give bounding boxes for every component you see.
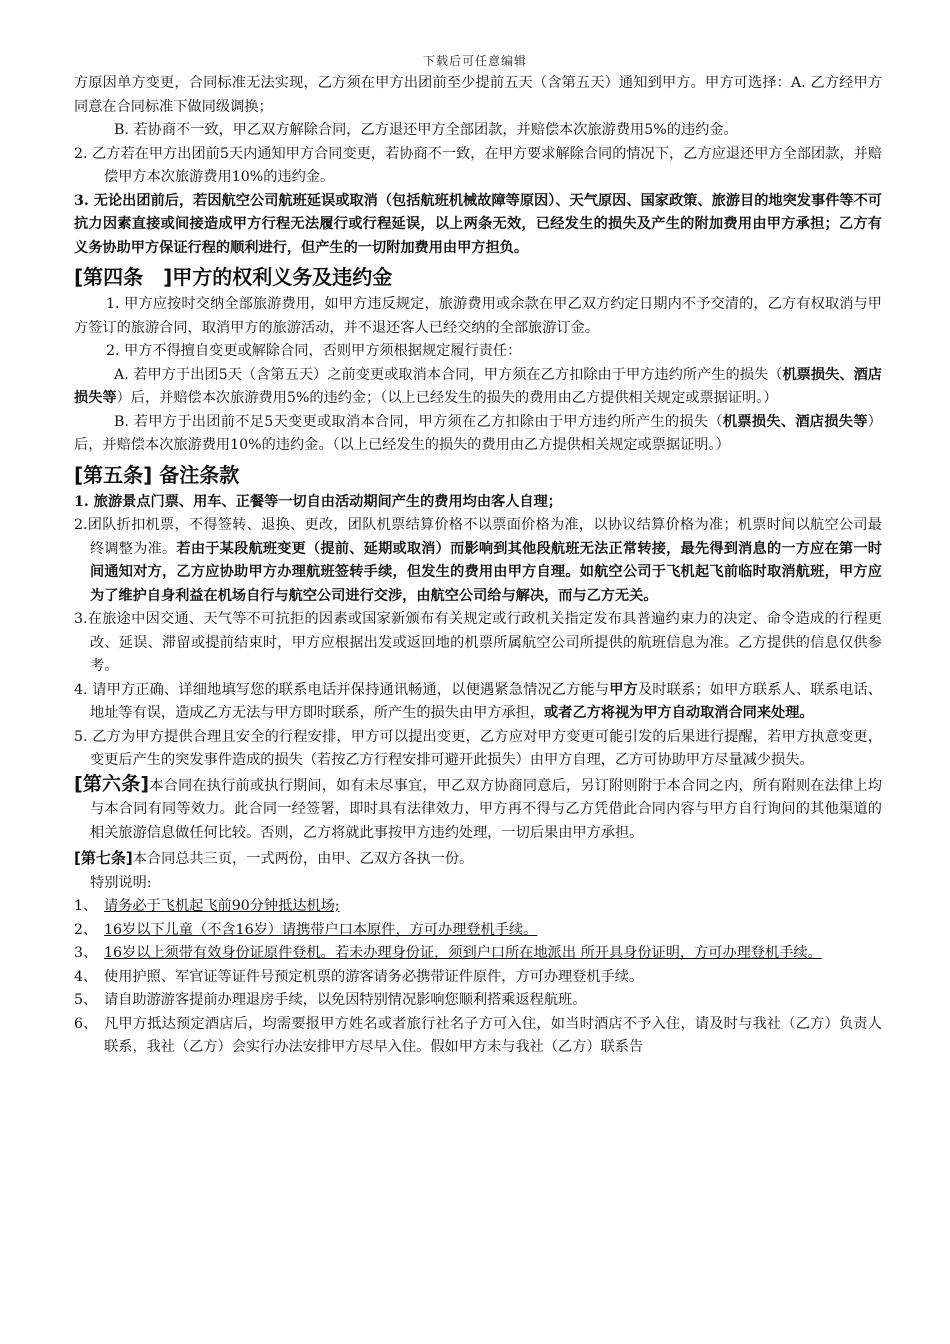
note-number: 6、 — [74, 1015, 98, 1032]
article-5-p3: 3.在旅途中因交通、天气等不可抗拒的因素或国家新颁布有关规定或行政机关指定发布具普遍约束力的决定、命令造成的行程更改、延误、滞留或提前结束时，甲方应根据出发或返回地的机票所属航空公司所提供的航班信息为准。乙方提供的信息仅供参考。 — [74, 611, 882, 674]
note-item — [74, 895, 882, 919]
article-7-text: 本合同总共三页，一式两份，由甲、乙双方各执一份。 — [132, 851, 474, 867]
article-5-p1: 1. 旅游景点门票、用车、正餐等一切自由活动期间产生的费用均由客人自理； — [74, 493, 562, 510]
article-7 — [74, 847, 882, 872]
bold-span: 机票损失、酒店损失等 — [74, 366, 882, 406]
article-6-text: 本合同在执行前或执行期间，如有未尽事宜，甲乙双方协商同意后，另订附则附于本合同之内，所有附则在法律上均与本合同有同等效力。此合同一经签署，即时具有法律效力，甲方再不得与乙方凭借此合同内容与甲方自行询问的其他渠道的相关旅游信息做任何比较。否则，乙方将就此事按甲方违约处理，一切后果由甲方承担。 — [90, 777, 882, 841]
note-text: 请自助游游客提前办理退房手续，以免因特别情况影响您顺利搭乘返程航班。 — [104, 992, 587, 1008]
paragraph-intro-b: B. 若协商不一致，甲乙双方解除合同，乙方退还甲方全部团款，并赔偿本次旅游费用5%的违约金。 — [114, 122, 738, 138]
article-6 — [74, 773, 882, 846]
article-7-title: [第七条] — [74, 849, 133, 867]
bold-span: 机票损失、酒店损失等 — [722, 413, 868, 430]
article-4-pB — [74, 411, 882, 458]
notes-list — [74, 895, 882, 1060]
article-4-p2: 2. 甲方不得擅自变更或解除合同，否则甲方须根据规定履行责任： — [106, 343, 522, 359]
special-label: 特别说明: — [90, 874, 152, 891]
text-span: B. 若甲方于出团前不足5天变更或取消本合同，甲方须在乙方扣除由于甲方违约所产生的损失（ — [114, 413, 723, 430]
note-number: 3、 — [74, 945, 98, 961]
paragraph-item-3: 3. 无论出团前后，若因航空公司航班延误或取消（包括航班机械故障等原因）、天气原因、国家政策、旅游目的地突发事件等不可抗力因素直接或间接造成甲方行程无法履行或行程延误，以上两条无效，已经发生的损失及产生的附加费用由甲方承担；乙方有义务协助甲方保证行程的顺利进行，但产生的一切附加费用由甲方担负。 — [74, 192, 882, 256]
text-span: A. 若甲方于出团5天（含第五天）之前变更或取消本合同，甲方须在乙方扣除由于甲方违约所产生的损失（ — [114, 366, 783, 383]
note-number: 5、 — [74, 992, 98, 1008]
note-item — [74, 942, 882, 966]
note-number: 1、 — [74, 898, 98, 914]
article-4-title: [第四条 ]甲方的权利义务及违约金 — [74, 265, 393, 289]
note-item — [74, 989, 882, 1013]
bold-span: 甲方 — [609, 681, 638, 698]
note-text: 使用护照、军官证等证件号预定机票的游客请务必携带证件原件，方可办理登机手续。 — [104, 968, 644, 985]
article-5-p4 — [74, 679, 882, 726]
note-item — [74, 1013, 882, 1060]
article-5-title: [第五条] 备注条款 — [74, 462, 240, 487]
note-text: 16岁以下儿童（不含16岁）请携带户口本原件，方可办理登机手续。 — [104, 921, 538, 938]
article-6-title: [第六条] — [74, 772, 150, 795]
article-4-pA — [74, 364, 882, 411]
note-item — [74, 966, 882, 990]
text-span: ）后，并赔偿本次旅游费用5%的违约金；（以上已经发生的损失的费用由乙方提供相关规定或票据证明。） — [116, 390, 778, 406]
note-text: 凡甲方抵达预定酒店后，均需要报甲方姓名或者旅行社名子方可入住，如当时酒店不予入住，请及时与我社（乙方）负责人联系，我社（乙方）会实行办法安排甲方尽早入住。假如甲方未与我社（乙方）联系告 — [104, 1015, 882, 1055]
note-number: 2、 — [74, 921, 98, 938]
paragraph-intro: 方原因单方变更，合同标准无法实现，乙方须在甲方出团前至少提前五天（含第五天）通知到甲方。甲方可选择：A. 乙方经甲方同意在合同标准下做同级调换； — [74, 75, 882, 115]
document-body — [74, 72, 882, 1060]
page-header: 下载后可任意编辑 — [422, 54, 527, 68]
paragraph-item-2: 2. 乙方若在甲方出团前5天内通知甲方合同变更，若协商不一致，在甲方要求解除合同的情况下，乙方应退还甲方全部团款，并赔偿甲方本次旅游费用10%的违约金。 — [74, 145, 882, 185]
note-text: 16岁以上须带有效身份证原件登机。若未办理身份证，须到户口所在地派出 所开具身份证明，方可办理登机手续。 — [104, 945, 822, 961]
note-item — [74, 919, 882, 943]
article-4-p1: 1. 甲方应按时交纳全部旅游费用，如甲方违反规定，旅游费用或余款在甲乙双方约定日期内不予交清的，乙方有权取消与甲方签订的旅游合同，取消甲方的旅游活动，并不退还客人已经交纳的全部旅游订金。 — [74, 296, 882, 336]
text-span: 及时联系；如甲方联系人、联系电话、地址等有误，造成乙方无法与甲方即时联系，所产生的损失由甲方承担， — [90, 681, 882, 721]
bold-span: 若由于某段航班变更（提前、延期或取消）而影响到其他段航班无法正常转接，最先得到消息的一方应在第一时间通知对方，乙方应协助甲方办理航班签转手续，但发生的费用由甲方自理。如航空公司于飞机起飞前临时取消航班，甲方应为了维护自身利益在机场自行与航空公司进行交涉，由航空公司给与解决，而与乙方无关。 — [90, 540, 882, 604]
article-5-p2 — [74, 514, 882, 608]
bold-span: 或者乙方将视为甲方自动取消合同来处理。 — [544, 705, 814, 721]
text-span: 2.团队折扣机票，不得签转、退换、更改，团队机票结算价格不以票面价格为准，以协议结算价格为准；机票时间以航空公司最终调整为准。 — [74, 517, 882, 557]
article-5-p5: 5. 乙方为甲方提供合理且安全的行程安排，甲方可以提出变更，乙方应对甲方变更可能引发的后果进行提醒，若甲方执意变更，变更后产生的突发事件造成的损失（若按乙方行程安排可避开此损失）由甲方自理，乙方可协助甲方尽量减少损失。 — [74, 728, 882, 768]
note-text: 请务必于飞机起飞前90分钟抵达机场; — [104, 898, 340, 914]
note-number: 4、 — [74, 968, 98, 985]
text-span: ）后，并赔偿本次旅游费用10%的违约金。（以上已经发生的损失的费用由乙方提供相关规定或票据证明。） — [74, 413, 882, 453]
text-span: 4. 请甲方正确、详细地填写您的联系电话并保持通讯畅通，以便遇紧急情况乙方能与 — [74, 681, 610, 698]
